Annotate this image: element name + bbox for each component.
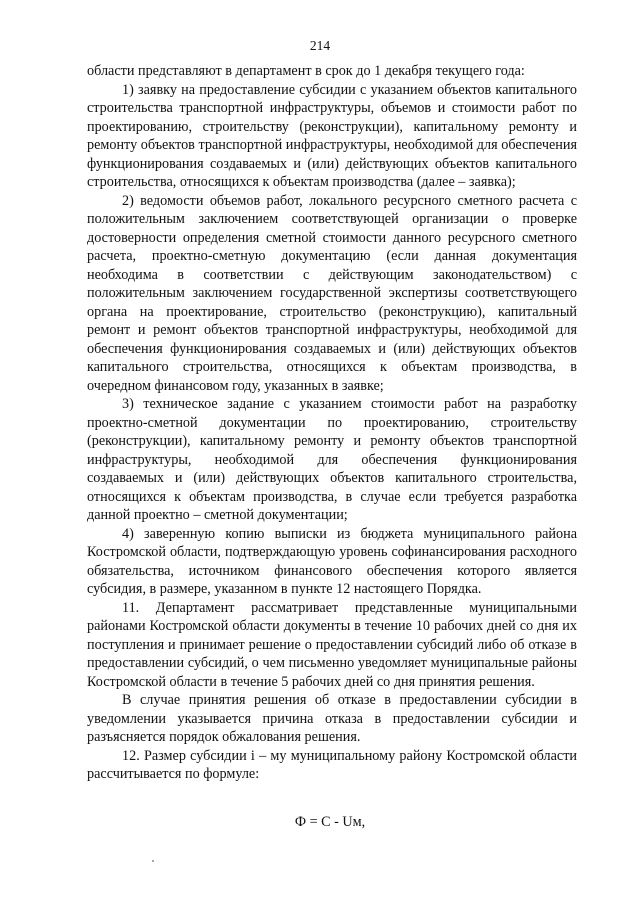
page-number: 214 — [309, 38, 331, 53]
paragraph-item-2: 2) ведомости объемов работ, локального ресурсного сметного расчета с положительным заключением соответствующей организации о проверке достоверности определения сметной стоимости данного ресурсного сметного расчета, проектно-сметную документацию (если данная документация необходима в соответствии с действующим законодательством) с положительным заключением государственной экспертизы соответствующего органа на проектирование, строительство (реконструкцию), капитальный ремонт и ремонт объектов транспортной инфраструктуры, необходимой для обеспечения функционирования создаваемых и (или) действующих объектов капитального строительства, относящихся к объектам производства, в очередном финансовом году, указанных в заявке; — [87, 192, 577, 394]
paragraph-item-1: 1) заявку на предоставление субсидии с указанием объектов капитального строительства транспортной инфраструктуры, объемов и стоимости работ по проектированию, строительству (реконструкции), капитальному ремонту и ремонту объектов транспортной инфраструктуры, необходимой для обеспечения функционирования создаваемых и (или) действующих объектов капитального строительства, относящихся к объектам производства (далее – заявка); — [87, 81, 577, 190]
document-body — [87, 62, 577, 784]
paragraph-clause-11: 11. Департамент рассматривает представленные муниципальными районами Костромской области документы в течение 10 рабочих дней со дня их поступления и принимает решение о предоставлении субсидий либо об отказе в предоставлении субсидий, о чем письменно уведомляет муниципальные районы Костромской области в течение 5 рабочих дней со дня принятия решения. — [87, 599, 577, 690]
paragraph-item-3: 3) техническое задание с указанием стоимости работ на разработку проектно-сметной документации по проектированию, строительству (реконструкции), капитальному ремонту и ремонту объектов транспортной инфраструктуры, необходимой для обеспечения функционирования создаваемых и (или) действующих объектов капитального строительства, относящихся к объектам производства, в случае если требуется разработка данной проектно – сметной документации; — [87, 396, 577, 523]
formula: Ф = С - Uм, — [294, 814, 366, 830]
paragraph-clause-12: 12. Размер субсидии i – му муниципальному району Костромской области рассчитывается по формуле: — [87, 747, 577, 782]
paragraph-intro: области представляют в департамент в срок до 1 декабря текущего года: — [87, 63, 525, 79]
paragraph-item-4: 4) заверенную копию выписки из бюджета муниципального района Костромской области, подтверждающую уровень софинансирования расходного обязательства, источником финансового обеспечения которого является субсидия, в размере, указанном в пункте 12 настоящего Порядка. — [87, 525, 577, 597]
paragraph-refusal: В случае принятия решения об отказе в предоставлении субсидии в уведомлении указывается причина отказа в предоставлении субсидии и разъясняется порядок обжалования решения. — [87, 692, 577, 745]
scan-speck — [152, 860, 154, 862]
